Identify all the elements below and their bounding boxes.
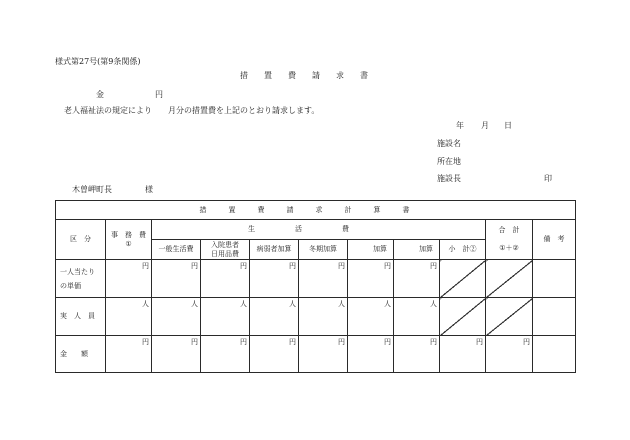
crossed-cell: [486, 298, 533, 336]
cell-unit: 円: [486, 336, 533, 373]
office-cost-header: 事 務 費 ①: [106, 220, 152, 260]
address-label: 所在地: [437, 157, 461, 166]
date-day: 日: [504, 121, 512, 130]
director-label: 施設長: [437, 174, 461, 183]
winter-addition-header: 冬期加算: [299, 240, 348, 260]
inpatient-daily-header: 入院患者 日用品費: [201, 240, 250, 260]
row-label-amount: 金 額: [56, 336, 106, 373]
addition-header: 加算: [394, 240, 440, 260]
addressee: 木曽岬町長: [72, 185, 112, 194]
cell-unit: 円: [440, 336, 486, 373]
form-number: 様式第27号(第9条関係): [55, 57, 141, 66]
cell-unit: 円: [152, 260, 201, 298]
facility-name-label: 施設名: [437, 139, 461, 148]
remarks-cell: [533, 260, 576, 298]
cell-unit: 円: [106, 336, 152, 373]
cell-unit: 円: [299, 260, 348, 298]
document-title: 措置費請求書: [240, 71, 384, 80]
cell-unit: 人: [152, 298, 201, 336]
row-label-unit-price: 一人当たり の単価: [56, 260, 106, 298]
amount-label: 金: [96, 90, 104, 99]
cell-unit: 円: [348, 336, 394, 373]
date-year: 年: [456, 121, 464, 130]
crossed-cell: [486, 260, 533, 298]
cell-unit: 円: [106, 260, 152, 298]
cell-unit: 円: [299, 336, 348, 373]
crossed-cell: [440, 260, 486, 298]
cell-unit: 円: [201, 336, 250, 373]
cell-unit: 円: [152, 336, 201, 373]
date-month: 月: [481, 121, 489, 130]
cell-unit: 人: [250, 298, 299, 336]
cell-unit: 円: [250, 260, 299, 298]
subtotal-header: 小 計②: [440, 240, 486, 260]
table-title: 措置費請求計算書: [56, 201, 576, 220]
claim-statement: 老人福祉法の規定により 月分の措置費を上記のとおり請求します。: [64, 106, 320, 115]
crossed-cell: [440, 298, 486, 336]
seal-mark: 印: [544, 174, 552, 183]
cell-unit: 円: [250, 336, 299, 373]
cell-unit: 円: [394, 260, 440, 298]
cell-unit: 円: [348, 260, 394, 298]
total-header: 合 計 ①＋②: [486, 220, 533, 260]
section-header: 区 分: [56, 220, 106, 260]
cell-unit: 人: [106, 298, 152, 336]
cell-unit: 人: [394, 298, 440, 336]
addition-header: 加算: [348, 240, 394, 260]
remarks-header: 備 考: [533, 220, 576, 260]
cell-unit: 人: [299, 298, 348, 336]
calculation-table: [55, 200, 576, 373]
remarks-cell: [533, 298, 576, 336]
invalid-addition-header: 病弱者加算: [250, 240, 299, 260]
general-living-header: 一般生活費: [152, 240, 201, 260]
living-cost-header: 生活費: [152, 220, 486, 240]
cell-unit: 円: [201, 260, 250, 298]
addressee-honorific: 様: [145, 185, 153, 194]
cell-unit: 人: [201, 298, 250, 336]
remarks-cell: [533, 336, 576, 373]
cell-unit: 人: [348, 298, 394, 336]
amount-unit: 円: [155, 90, 163, 99]
cell-unit: 円: [394, 336, 440, 373]
row-label-headcount: 実 人 員: [56, 298, 106, 336]
